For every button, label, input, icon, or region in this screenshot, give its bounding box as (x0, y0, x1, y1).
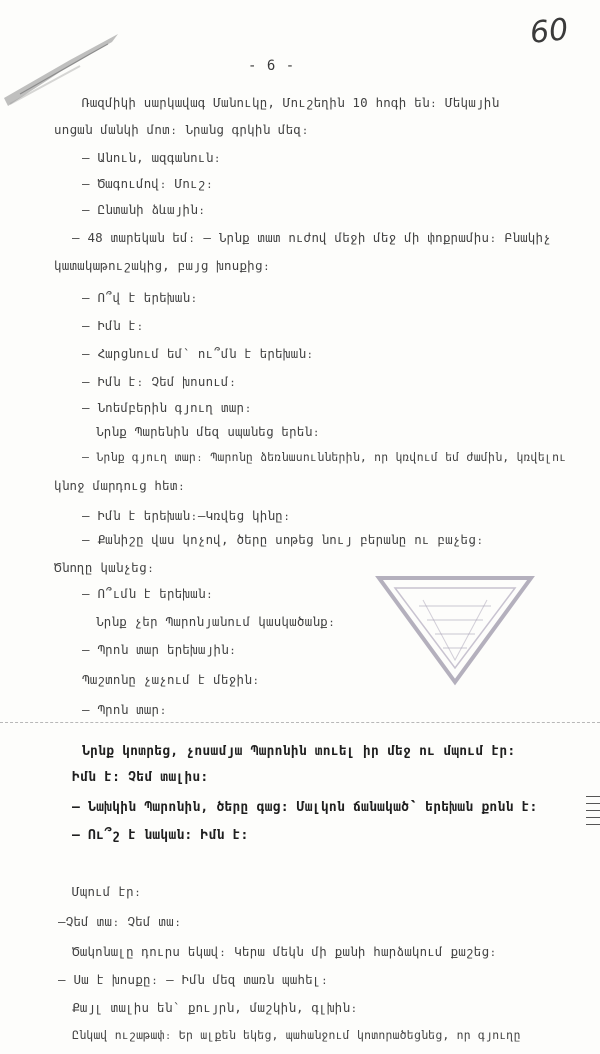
text-line: – 48 տարեկան եմ։ – Նրնք տատ ուժով մեջի մեջ մի փոքրամիս։ Բնակիչ (72, 230, 551, 245)
text-line: կատակաթուշակից, բայց խոսքից։ (54, 258, 271, 273)
text-line: Նրնք Պարենին մեզ սպանեց երեն։ (96, 424, 321, 439)
triangle-stamp (375, 572, 535, 687)
text-line: Ծակոնալը դուրս եկավ։ Կերա մեկն մի քանի հարձակում քաշեց։ (72, 944, 497, 959)
text-line: – Ո՞վ է երեխան։ (82, 290, 198, 305)
text-line: – Ընտանի ձևային։ (82, 202, 206, 217)
margin-marks (586, 796, 600, 836)
text-line: – Իմն է։ (82, 318, 144, 333)
scan-divider (0, 722, 600, 723)
text-line: Պաշտոնը չաչում է մեջին։ (82, 672, 260, 687)
text-line: – Նոեմբերին գյուղ տար։ (82, 400, 252, 415)
text-line: – Ու՞շ է նական։ Իմն է։ (72, 828, 249, 843)
text-line: – Պրոն տար։ (82, 702, 167, 717)
text-line: Նրնք չեր Պարոնյանում կասկածանք։ (96, 614, 336, 629)
typed-page-number: - 6 - (248, 58, 296, 74)
text-line: Ռազմիկի սարկավագ Մանուկը, Մուշեղին 10 հոգի են։ Մեկային (82, 95, 500, 110)
text-line: Ընկավ ուշաթափ։ Եր ալքեն եկեց, պահանջում կոտորածեցնեց, որ գյուղը (72, 1028, 521, 1042)
text-line: – Իմն է։ Չեմ խոսում։ (82, 374, 237, 389)
text-line: – Սա է խոսքը։ – Իմն մեզ տառն պահել։ (58, 972, 329, 987)
text-line: – Քանիշը վաս կոչով, ծերը սոթեց նույ բերանը ու բաչեց։ (82, 532, 484, 547)
text-line: – Ո՞ւմն է երեխան։ (82, 586, 214, 601)
text-line: Ծնողը կանչեց։ (54, 560, 155, 575)
handwritten-page-number: 60 (528, 12, 570, 51)
text-line: Նրնք կոտրեց, չոսամյա Պարոնին տուել իր մեջ ու մպում էր։ (82, 744, 516, 759)
text-line: – Անուն, ազգանուն։ (82, 150, 222, 165)
text-line: – Հարցնում եմ՝ ու՞մն է երեխան։ (82, 346, 314, 361)
text-line: Իմն է։ Չեմ տալիս։ (72, 770, 209, 785)
text-line: Քայլ տալիս են՝ քույրն, մաշկին, գլխին։ (72, 1000, 358, 1015)
text-line: կնոջ մարդուց հետ։ (54, 478, 186, 493)
text-line: Մպում էր։ (72, 884, 142, 899)
text-line: – Նրնք գյուղ տար։ Պարոնը ձեռնասուններին, որ կռվում եմ ժամին, կռվելու (82, 450, 567, 464)
text-line: սոցան մանկի մոտ։ Նրանց գրկին մեզ։ (54, 122, 309, 137)
text-line: – Իմն է երեխան։–Կռվեց կինը։ (82, 508, 291, 523)
text-line: – Պրոն տար երեխային։ (82, 642, 237, 657)
text-line: –Չեմ տա։ Չեմ տա։ (58, 914, 182, 929)
text-line: – Ծագումով։ Մուշ։ (82, 176, 214, 191)
text-line: – Նախկին Պարոնին, ծերը գաց։ Մալկոն ճանակած՝ երեխան քոնն է։ (72, 800, 538, 815)
